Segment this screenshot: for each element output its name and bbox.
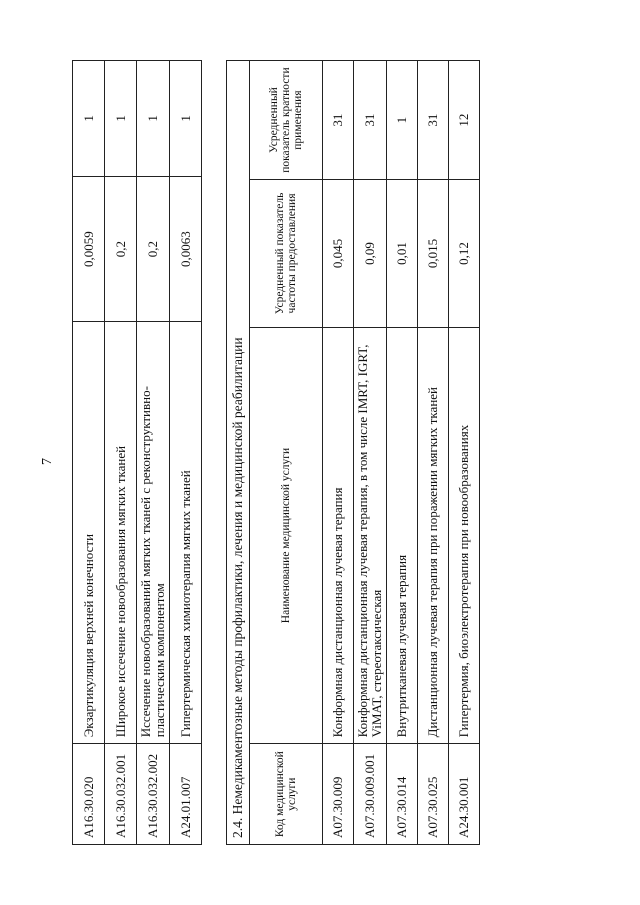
frequency-value: 0,12: [449, 180, 480, 328]
header-frequency: Усредненный показатель частоты предоставления: [250, 180, 323, 328]
table-row: [418, 61, 449, 845]
page-number: 7: [40, 458, 55, 465]
service-code: A16.30.032.001: [105, 744, 137, 845]
table-row: [170, 61, 202, 845]
service-code: A24.01.007: [170, 744, 202, 845]
multiplicity-value: 1: [73, 61, 105, 177]
multiplicity-value: 31: [418, 61, 449, 180]
non-drug-methods-table: [226, 60, 480, 845]
table-row: [323, 61, 354, 845]
table-row: [449, 61, 480, 845]
multiplicity-value: 31: [323, 61, 354, 180]
frequency-value: 0,0059: [73, 176, 105, 322]
service-name: Конформная дистанционная лучевая терапия, в том числе IMRT, IGRT, ViMAT, стереотаксическая: [354, 327, 387, 744]
multiplicity-value: 1: [105, 61, 137, 177]
frequency-value: 0,2: [105, 176, 137, 322]
service-code: A07.30.009: [323, 744, 354, 845]
service-code: A16.30.032.002: [137, 744, 170, 845]
section-title: 2.4. Немедикаментозные методы профилактики, лечения и медицинской реабилитации: [227, 61, 250, 845]
header-code: Код медицинской услуги: [250, 744, 323, 845]
table-row: [105, 61, 137, 845]
service-code: A24.30.001: [449, 744, 480, 845]
header-multiplicity: Усредненный показатель кратности применения: [250, 61, 323, 180]
multiplicity-value: 12: [449, 61, 480, 180]
section-title-row: [227, 61, 250, 845]
table-row: [387, 61, 418, 845]
service-code: A07.30.014: [387, 744, 418, 845]
frequency-value: 0,01: [387, 180, 418, 328]
service-name: Гипертермическая химиотерапия мягких тканей: [170, 322, 202, 744]
frequency-value: 0,015: [418, 180, 449, 328]
table-row: [137, 61, 170, 845]
frequency-value: 0,0063: [170, 176, 202, 322]
frequency-value: 0,2: [137, 176, 170, 322]
service-name: Широкое иссечение новообразования мягких тканей: [105, 322, 137, 744]
multiplicity-value: 1: [137, 61, 170, 177]
service-name: Гипертермия, биоэлектротерапия при новообразованиях: [449, 327, 480, 744]
table-row: [73, 61, 105, 845]
multiplicity-value: 1: [170, 61, 202, 177]
service-code: A07.30.025: [418, 744, 449, 845]
multiplicity-value: 1: [387, 61, 418, 180]
table-row: [354, 61, 387, 845]
service-name: Конформная дистанционная лучевая терапия: [323, 327, 354, 744]
header-row: [250, 61, 323, 845]
services-table-continued: [72, 60, 202, 845]
multiplicity-value: 31: [354, 61, 387, 180]
frequency-value: 0,045: [323, 180, 354, 328]
service-name: Экзартикуляция верхней конечности: [73, 322, 105, 744]
frequency-value: 0,09: [354, 180, 387, 328]
service-code: A07.30.009.001: [354, 744, 387, 845]
service-name: Иссечение новообразований мягких тканей с реконструктивно-пластическим компонентом: [137, 322, 170, 744]
header-name: Наименование медицинской услуги: [250, 327, 323, 744]
service-name: Внутритканевая лучевая терапия: [387, 327, 418, 744]
service-code: A16.30.020: [73, 744, 105, 845]
service-name: Дистанционная лучевая терапия при поражении мягких тканей: [418, 327, 449, 744]
